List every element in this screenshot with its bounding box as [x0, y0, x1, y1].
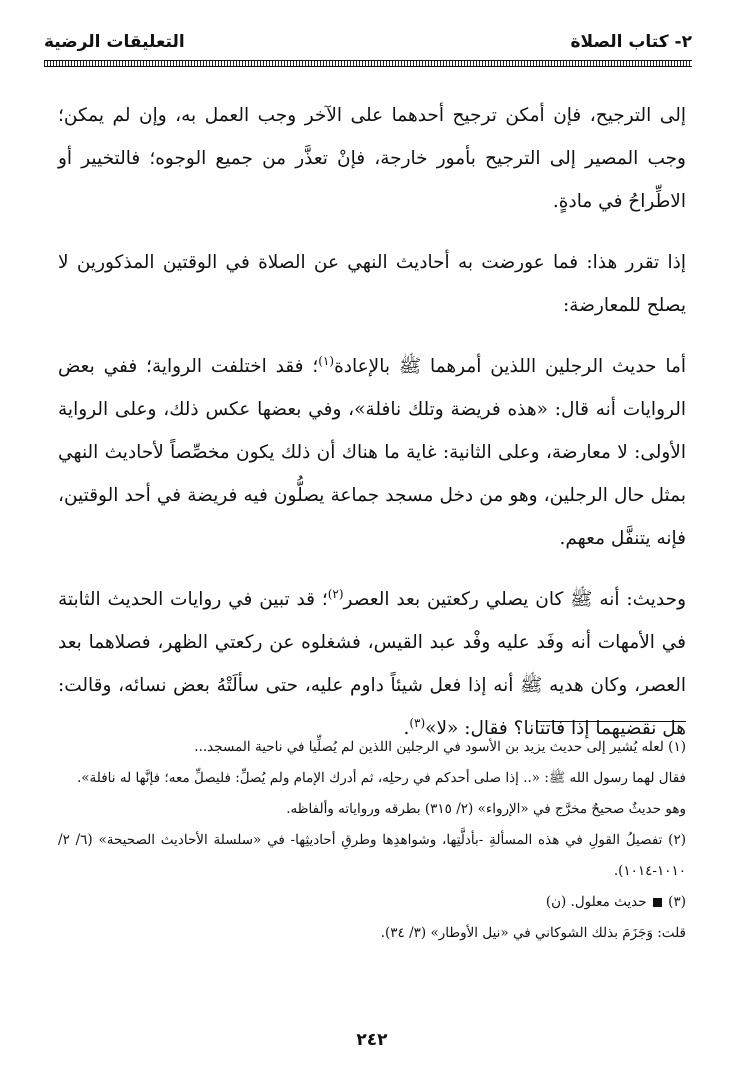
paragraph: إذا تقرر هذا: فما عورضت به أحاديث النهي عن الصلاة في الوقتين المذكورين لا يصلح للمعارضة: [58, 252, 686, 316]
paragraph-text: ؛ فقد اختلفت الرواية؛ ففي بعض الروايات أنه قال: «هذه فريضة وتلك نافلة»، وفي بعضها عكس ذلك، وعلى الرواية الأولى: لا معارضة، وعلى الثانية: غاية ما هناك أن ذلك يكون مخصِّصاً لأحاديث النهي بمثل حال الرجلين، وهو من دخل مسجد جماعة يصلُّون فيه فريضة في أحد الوقتين، فإنه يتنفَّل معهم. [58, 356, 686, 549]
footnote-line: وهو حديثٌ صحيحٌ مخرَّج في «الإرواء» (٢/ ٣١٥) بطرقه ورواياته وألفاظه. [286, 801, 686, 817]
chapter-title: ٢- كتاب الصلاة [570, 32, 692, 52]
main-text [58, 94, 686, 768]
footnote-line: (١) لعله يُشير إلى حديث يزيد بن الأسود في الرجلين اللذين لم يُصلِّيا في ناحية المسجد... [194, 739, 686, 755]
paragraph: إلى الترجيح، فإن أمكن ترجيح أحدهما على الآخر وجب العمل به، وإن لم يمكن؛ وجب المصير إلى الترجيح بأمور خارجة، فإنْ تعذَّر من جميع الوجوه؛ فالتخيير أو الاطِّراحُ في مادةٍ. [58, 105, 686, 212]
footnote-number: (٣) [668, 894, 686, 910]
footnotes [58, 732, 686, 949]
paragraph-text: وحديث: أنه ﷺ كان يصلي ركعتين بعد العصر [343, 589, 686, 610]
paragraph-text: ؛ قد تبين في روايات الحديث الثابتة في الأمهات أنه وفَد عليه وفْد عبد القيس، فشغلوه عن ركعتي الظهر، فصلاهما بعد العصر، وكان هديه ﷺ أنه إذا فعل شيئاً داوم عليه، حتى سألَتْهُ بعض نسائه، وقالت: هل نقضيهما إذا فاتتانا؟ فقال: «لا» [58, 589, 686, 739]
page-number: ٢٤٢ [356, 1030, 388, 1050]
footnote-line: قلت: وَجَزَمَ بذلك الشوكاني في «نيل الأوطار» (٣/ ٣٤). [380, 925, 686, 941]
footnote-line [58, 887, 686, 918]
black-square-icon [653, 898, 662, 907]
book-title: التعليقات الرضية [44, 32, 185, 52]
footnote-line: فقال لهما رسول الله ﷺ: «.. إذا صلى أحدكم في رحلِه، ثم أدرك الإمام ولم يُصلِّ: فليصلِّ معه؛ فإنَّها له نافلة». [76, 770, 686, 786]
footnote-text: حديث معلول. (ن) [545, 894, 647, 910]
footnote-ref: (١) [318, 353, 335, 368]
paragraph [58, 345, 686, 560]
footnote-line: (٢) تفصيلُ القولِ في هذه المسألةِ -بأدلَّتِها، وشواهدِها وطرقِ أحاديثِها- في «سلسلة الأحاديث الصحيحة» (٦/ ٢/ ١٠١٠-١٠١٤). [58, 832, 686, 879]
footnote-ref: (٣) [409, 715, 426, 730]
paragraph-text: أما حديث الرجلين اللذين أمرهما ﷺ بالإعادة [334, 356, 687, 377]
footnote-ref: (٢) [327, 586, 344, 601]
running-header [44, 32, 692, 62]
header-rule [44, 60, 692, 67]
paragraph-text: . [403, 718, 410, 739]
paragraph [58, 578, 686, 750]
footnote-separator [536, 721, 686, 722]
